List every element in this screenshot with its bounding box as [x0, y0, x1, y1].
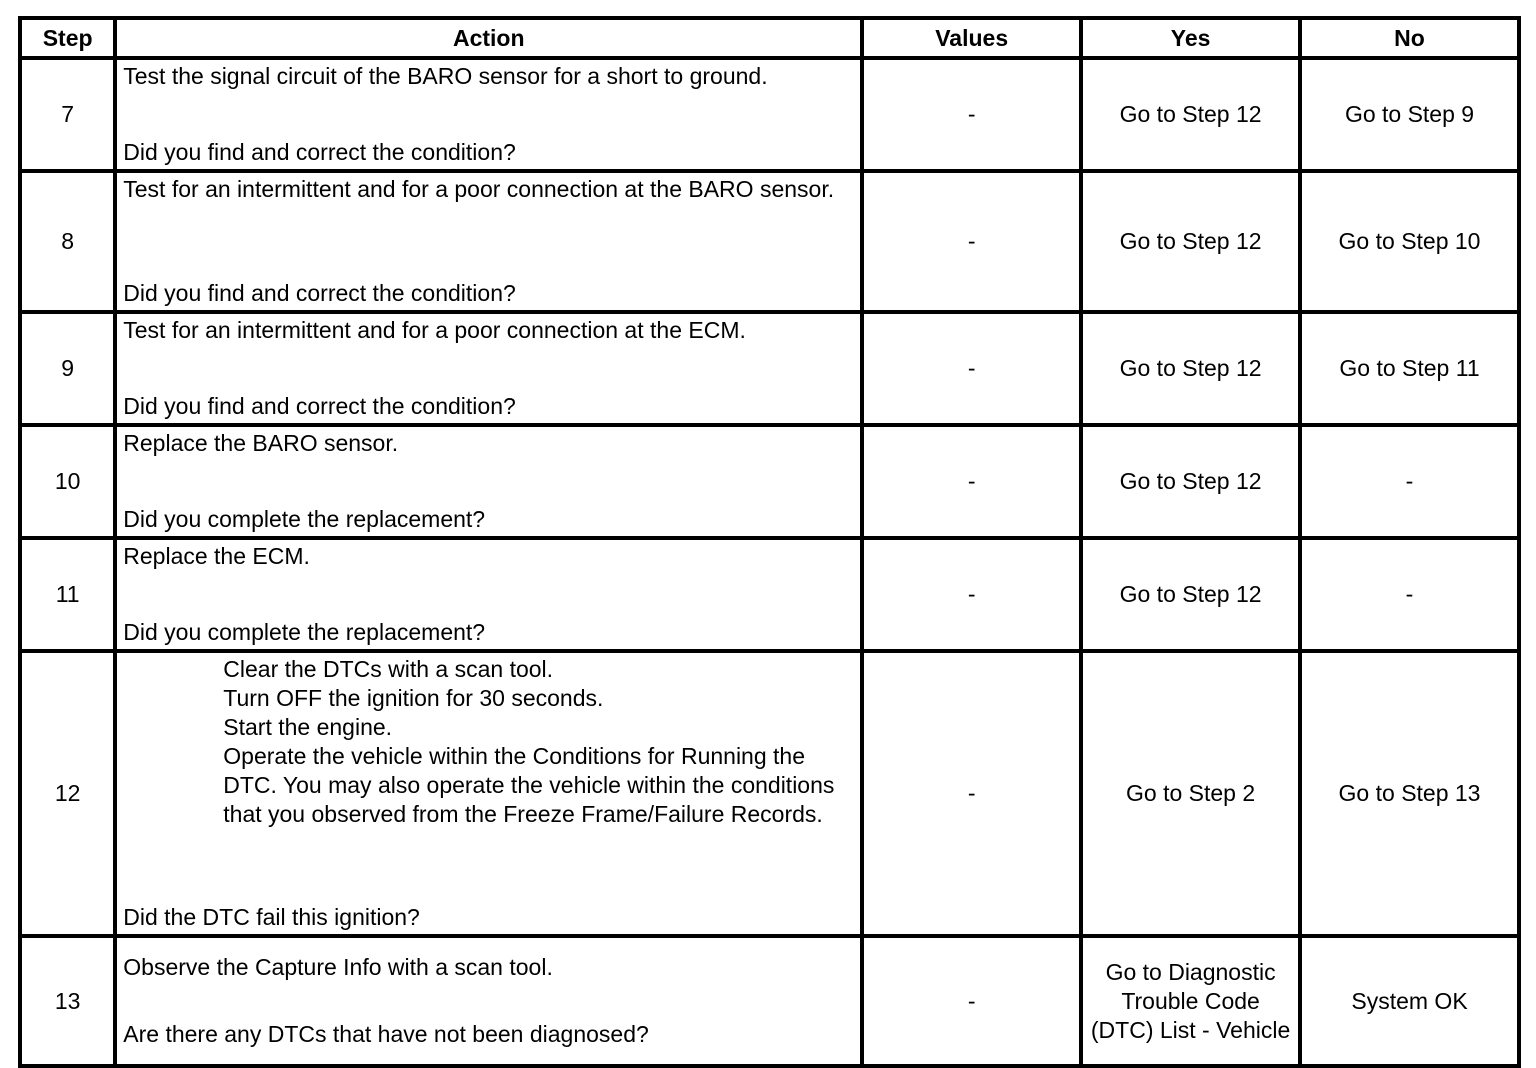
step-number: 11	[20, 538, 115, 651]
values-cell: -	[862, 538, 1081, 651]
yes-cell: Go to Step 12	[1081, 425, 1300, 538]
action-bullet: Start the engine.	[223, 714, 393, 740]
yes-cell: Go to Step 12	[1081, 58, 1300, 171]
step-number: 12	[20, 651, 115, 936]
header-row	[20, 18, 1519, 58]
no-cell: -	[1300, 538, 1519, 651]
action-cell	[115, 651, 862, 936]
no-cell: Go to Step 9	[1300, 58, 1519, 171]
action-question: Did you find and correct the condition?	[123, 393, 516, 419]
action-bullet-list	[123, 655, 854, 829]
header-no: No	[1300, 18, 1519, 58]
values-cell: -	[862, 312, 1081, 425]
action-question: Did you complete the replacement?	[123, 506, 486, 532]
header-yes: Yes	[1081, 18, 1300, 58]
step-number: 13	[20, 936, 115, 1066]
yes-cell: Go to Step 12	[1081, 538, 1300, 651]
action-cell	[115, 538, 862, 651]
action-question: Are there any DTCs that have not been diagnosed?	[123, 1021, 649, 1047]
table-row	[20, 312, 1519, 425]
values-cell: -	[862, 425, 1081, 538]
table-row	[20, 58, 1519, 171]
values-cell: -	[862, 171, 1081, 312]
step-number: 8	[20, 171, 115, 312]
action-question: Did you find and correct the condition?	[123, 280, 516, 306]
values-cell: -	[862, 58, 1081, 171]
no-cell: System OK	[1300, 936, 1519, 1066]
action-text: Replace the BARO sensor.	[123, 430, 399, 456]
action-text: Observe the Capture Info with a scan tool.	[123, 954, 553, 980]
action-text: Test the signal circuit of the BARO sensor for a short to ground.	[123, 63, 768, 89]
diagnostic-table	[18, 16, 1521, 1068]
action-cell	[115, 425, 862, 538]
action-bullet: Operate the vehicle within the Conditions for Running the DTC. You may also operate the vehicle within the conditions that you observed from the Freeze Frame/Failure Records.	[223, 743, 835, 827]
table-row	[20, 171, 1519, 312]
action-bullet: Turn OFF the ignition for 30 seconds.	[223, 685, 604, 711]
no-cell: Go to Step 11	[1300, 312, 1519, 425]
yes-cell: Go to Step 12	[1081, 171, 1300, 312]
action-text: Replace the ECM.	[123, 543, 310, 569]
table-row	[20, 936, 1519, 1066]
action-text: Test for an intermittent and for a poor connection at the ECM.	[123, 317, 746, 343]
action-text: Test for an intermittent and for a poor connection at the BARO sensor.	[123, 176, 835, 202]
action-question: Did the DTC fail this ignition?	[123, 904, 420, 930]
yes-cell: Go to Diagnostic Trouble Code (DTC) List - Vehicle	[1081, 936, 1300, 1066]
no-cell: Go to Step 13	[1300, 651, 1519, 936]
action-cell	[115, 58, 862, 171]
action-question: Did you find and correct the condition?	[123, 139, 516, 165]
values-cell: -	[862, 936, 1081, 1066]
no-cell: -	[1300, 425, 1519, 538]
no-cell: Go to Step 10	[1300, 171, 1519, 312]
header-step: Step	[20, 18, 115, 58]
values-cell: -	[862, 651, 1081, 936]
table-row	[20, 651, 1519, 936]
action-cell	[115, 312, 862, 425]
action-bullet: Clear the DTCs with a scan tool.	[223, 656, 554, 682]
step-number: 9	[20, 312, 115, 425]
action-question: Did you complete the replacement?	[123, 619, 486, 645]
step-number: 7	[20, 58, 115, 171]
header-action: Action	[115, 18, 862, 58]
yes-cell: Go to Step 12	[1081, 312, 1300, 425]
step-number: 10	[20, 425, 115, 538]
action-cell	[115, 171, 862, 312]
header-values: Values	[862, 18, 1081, 58]
table-row	[20, 538, 1519, 651]
table-row	[20, 425, 1519, 538]
action-cell	[115, 936, 862, 1066]
yes-cell: Go to Step 2	[1081, 651, 1300, 936]
